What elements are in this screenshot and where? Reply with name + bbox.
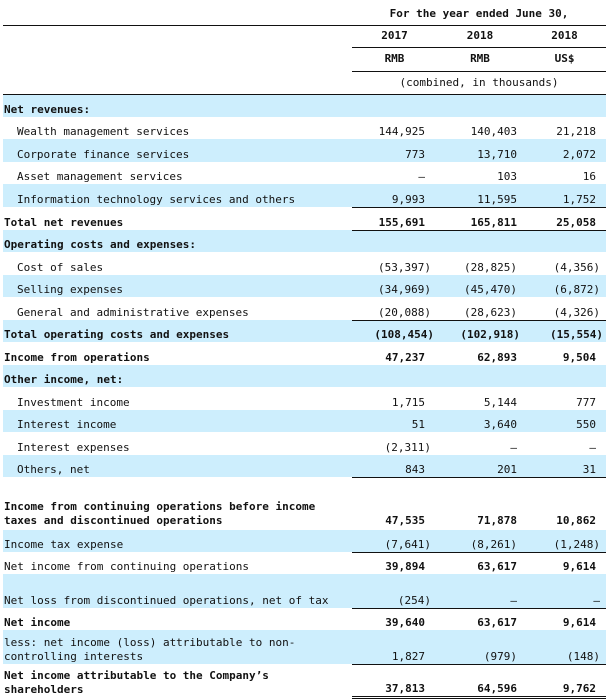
table-row — [3, 410, 606, 432]
cell-value: 13,710 — [437, 139, 523, 162]
cell-value: (108,454) — [352, 320, 437, 342]
table-row — [3, 477, 606, 530]
cell-value: (979) — [437, 630, 523, 664]
cell-value: 1,827 — [352, 630, 437, 664]
row-label: Other income, net: — [3, 365, 352, 387]
cell-value: 773 — [352, 139, 437, 162]
table-row — [3, 162, 606, 184]
row-label: Interest expenses — [17, 441, 130, 454]
cell-value: (15,554) — [523, 320, 606, 342]
cell-value: 5,144 — [483, 396, 517, 409]
row-label: less: net income (loss) attributable to non-controlling interests — [3, 630, 352, 664]
cell-value: (7,641) — [352, 530, 437, 552]
cell-value: (53,397) — [378, 261, 431, 274]
cell-value: (4,356) — [553, 261, 601, 274]
header-currency: RMB — [437, 47, 523, 71]
cell-value: (2,311) — [384, 441, 431, 454]
cell-value: 62,893 — [477, 351, 517, 364]
row-label: Wealth management services — [17, 125, 190, 138]
cell-value: (28,825) — [464, 261, 517, 274]
row-label: Net revenues: — [3, 94, 352, 117]
cell-value: — — [523, 574, 606, 608]
row-label: Income from continuing operations before income taxes and discontinued operations — [4, 500, 316, 527]
cell-value: — — [418, 170, 425, 183]
table-row — [3, 574, 606, 608]
cell-value: 103 — [497, 170, 517, 183]
header-period: For the year ended June 30, — [389, 7, 569, 21]
header-period-row — [3, 4, 606, 25]
cell-value: 11,595 — [437, 184, 523, 207]
cell-value: (45,470) — [437, 275, 523, 297]
row-label: Net income attributable to the Company’s shareholders — [4, 669, 269, 696]
cell-value: (6,872) — [523, 275, 606, 297]
table-row — [3, 552, 606, 574]
table-row — [3, 252, 606, 275]
income-statement-table — [3, 4, 606, 699]
header-note: (combined, in thousands) — [352, 71, 606, 94]
cell-value: 550 — [523, 410, 606, 432]
table-row — [3, 297, 606, 320]
cell-value: 71,878 — [477, 514, 517, 527]
header-currency-row — [3, 47, 606, 71]
table-row — [3, 664, 606, 697]
header-year: 2018 — [437, 25, 523, 47]
cell-value: 1,715 — [391, 396, 425, 409]
row-label: Others, net — [3, 455, 352, 477]
cell-value: (148) — [523, 630, 606, 664]
cell-value: 843 — [352, 455, 437, 477]
cell-value: — — [510, 441, 517, 454]
cell-value: 1,752 — [523, 184, 606, 207]
row-label: Income from operations — [4, 351, 150, 364]
row-label: Total net revenues — [4, 216, 124, 229]
row-label: Asset management services — [17, 170, 183, 183]
table-row — [3, 139, 606, 162]
cell-value: 25,058 — [523, 207, 606, 230]
cell-value: 2,072 — [523, 139, 606, 162]
cell-value: (4,326) — [523, 297, 606, 320]
cell-value: (102,918) — [437, 320, 523, 342]
row-label: Corporate finance services — [3, 139, 352, 162]
cell-value: 3,640 — [437, 410, 523, 432]
row-label: Investment income — [17, 396, 130, 409]
header-currency: US$ — [523, 47, 606, 71]
cell-value: 144,925 — [378, 125, 425, 138]
header-currency: RMB — [352, 47, 437, 71]
cell-value: (34,969) — [352, 275, 437, 297]
table-row — [3, 530, 606, 552]
cell-value: — — [589, 441, 597, 454]
header-note-row — [3, 71, 606, 94]
cell-value: 165,811 — [437, 207, 523, 230]
row-label: Selling expenses — [3, 275, 352, 297]
cell-value: 31 — [523, 455, 606, 477]
cell-value: 51 — [352, 410, 437, 432]
cell-value: 47,237 — [385, 351, 425, 364]
cell-value: 16 — [582, 170, 597, 183]
cell-value: 39,640 — [385, 616, 425, 629]
row-label: Total operating costs and expenses — [3, 320, 352, 342]
table-row — [3, 608, 606, 630]
row-label: Cost of sales — [17, 261, 104, 274]
cell-value: 63,617 — [477, 560, 517, 573]
header-year-row — [3, 25, 606, 47]
cell-value: 47,535 — [385, 514, 425, 527]
cell-value: 64,596 — [437, 664, 523, 697]
table-row — [3, 184, 606, 207]
cell-value: 9,614 — [562, 560, 597, 573]
row-label: Net income — [4, 616, 71, 629]
table-row — [3, 387, 606, 410]
cell-value: 201 — [437, 455, 523, 477]
cell-value: (28,623) — [437, 297, 523, 320]
cell-value: (1,248) — [523, 530, 606, 552]
row-label: General and administrative expenses — [17, 306, 249, 319]
cell-value: 9,614 — [562, 616, 597, 629]
table-row — [3, 432, 606, 455]
row-label: Income tax expense — [3, 530, 352, 552]
row-label: Information technology services and others — [3, 184, 352, 207]
cell-value: 63,617 — [477, 616, 517, 629]
cell-value: — — [437, 574, 523, 608]
table-row — [3, 207, 606, 230]
table-row — [3, 630, 606, 664]
cell-value: 9,762 — [523, 664, 606, 697]
table-row — [3, 320, 606, 342]
cell-value: (8,261) — [437, 530, 523, 552]
table-row — [3, 230, 606, 252]
table-row — [3, 94, 606, 117]
cell-value: 777 — [576, 396, 597, 409]
table-row — [3, 365, 606, 387]
table-row — [3, 342, 606, 365]
cell-value: (254) — [352, 574, 437, 608]
cell-value: 21,218 — [556, 125, 597, 138]
header-year: 2017 — [352, 25, 437, 47]
row-label: Net income from continuing operations — [4, 560, 250, 573]
cell-value: (20,088) — [352, 297, 437, 320]
header-year: 2018 — [523, 25, 606, 47]
cell-value: 155,691 — [352, 207, 437, 230]
table-row — [3, 455, 606, 477]
cell-value: 140,403 — [470, 125, 517, 138]
cell-value: 9,993 — [352, 184, 437, 207]
row-label: Operating costs and expenses: — [3, 230, 352, 252]
cell-value: 37,813 — [352, 664, 437, 697]
table-row — [3, 275, 606, 297]
row-label: Net loss from discontinued operations, net of tax — [3, 574, 352, 608]
cell-value: 39,894 — [385, 560, 425, 573]
table-row — [3, 117, 606, 139]
cell-value: 9,504 — [562, 351, 597, 364]
row-label: Interest income — [3, 410, 352, 432]
cell-value: 10,862 — [556, 514, 597, 527]
